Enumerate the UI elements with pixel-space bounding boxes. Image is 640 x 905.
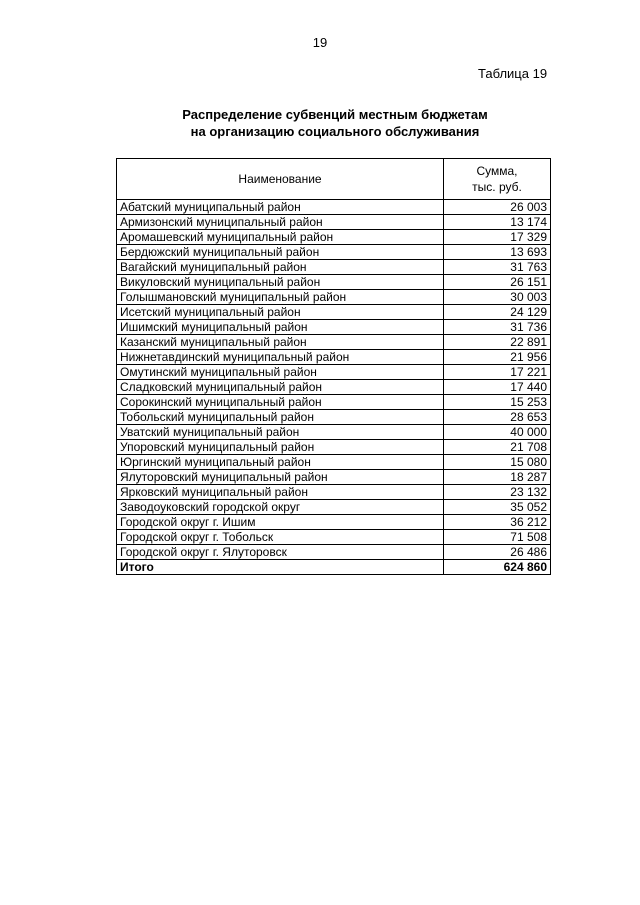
table-row (117, 410, 551, 425)
row-sum: 26 486 (444, 545, 551, 560)
row-sum: 17 221 (444, 365, 551, 380)
row-name: Голышмановский муниципальный район (117, 290, 444, 305)
row-sum: 28 653 (444, 410, 551, 425)
table-row (117, 245, 551, 260)
table-row (117, 230, 551, 245)
table-row (117, 395, 551, 410)
table-row (117, 485, 551, 500)
subvention-table (116, 158, 551, 575)
row-sum: 13 693 (444, 245, 551, 260)
row-name: Городской округ г. Тобольск (117, 530, 444, 545)
row-name: Аромашевский муниципальный район (117, 230, 444, 245)
row-sum: 15 253 (444, 395, 551, 410)
total-row (117, 560, 551, 575)
row-name: Нижнетавдинский муниципальный район (117, 350, 444, 365)
row-name: Армизонский муниципальный район (117, 215, 444, 230)
table-row (117, 425, 551, 440)
row-sum: 15 080 (444, 455, 551, 470)
row-sum: 31 736 (444, 320, 551, 335)
table-row (117, 530, 551, 545)
table-row (117, 305, 551, 320)
row-sum: 17 329 (444, 230, 551, 245)
row-name: Городской округ г. Ишим (117, 515, 444, 530)
table-row (117, 260, 551, 275)
row-name: Ишимский муниципальный район (117, 320, 444, 335)
row-name: Ярковский муниципальный район (117, 485, 444, 500)
row-name: Абатский муниципальный район (117, 200, 444, 215)
row-name: Городской округ г. Ялуторовск (117, 545, 444, 560)
row-sum: 31 763 (444, 260, 551, 275)
row-name: Уватский муниципальный район (117, 425, 444, 440)
row-name: Заводоуковский городской округ (117, 500, 444, 515)
row-name: Юргинский муниципальный район (117, 455, 444, 470)
row-name: Сладковский муниципальный район (117, 380, 444, 395)
row-sum: 36 212 (444, 515, 551, 530)
table-row (117, 335, 551, 350)
row-name: Вагайский муниципальный район (117, 260, 444, 275)
page-number: 19 (312, 35, 328, 50)
row-name: Исетский муниципальный район (117, 305, 444, 320)
header-sum (444, 159, 551, 200)
title-line-2: на организацию социального обслуживания (190, 124, 480, 139)
header-name: Наименование (117, 159, 444, 200)
row-sum: 24 129 (444, 305, 551, 320)
table-row (117, 320, 551, 335)
table-row (117, 215, 551, 230)
row-name: Ялуторовский муниципальный район (117, 470, 444, 485)
table-row (117, 350, 551, 365)
table-row (117, 290, 551, 305)
row-sum: 21 708 (444, 440, 551, 455)
row-sum: 40 000 (444, 425, 551, 440)
row-sum: 26 003 (444, 200, 551, 215)
table-row (117, 365, 551, 380)
header-sum-line-1: Сумма, (476, 164, 518, 178)
row-name: Омутинский муниципальный район (117, 365, 444, 380)
row-name: Упоровский муниципальный район (117, 440, 444, 455)
row-sum: 13 174 (444, 215, 551, 230)
row-sum: 21 956 (444, 350, 551, 365)
table-header-row (117, 159, 551, 200)
total-sum: 624 860 (444, 560, 551, 575)
row-sum: 23 132 (444, 485, 551, 500)
table-row (117, 380, 551, 395)
table-row (117, 500, 551, 515)
table-row (117, 455, 551, 470)
total-label: Итого (117, 560, 444, 575)
row-sum: 35 052 (444, 500, 551, 515)
row-name: Сорокинский муниципальный район (117, 395, 444, 410)
row-name: Тобольский муниципальный район (117, 410, 444, 425)
table-row (117, 545, 551, 560)
row-sum: 18 287 (444, 470, 551, 485)
table-body (117, 200, 551, 575)
row-sum: 22 891 (444, 335, 551, 350)
row-sum: 26 151 (444, 275, 551, 290)
document-title (0, 106, 640, 140)
header-sum-line-2: тыс. руб. (472, 180, 522, 194)
row-name: Бердюжский муниципальный район (117, 245, 444, 260)
row-name: Викуловский муниципальный район (117, 275, 444, 290)
row-sum: 30 003 (444, 290, 551, 305)
table-row (117, 200, 551, 215)
table-label: Таблица 19 (478, 66, 548, 81)
table-row (117, 440, 551, 455)
table-row (117, 515, 551, 530)
table-row (117, 275, 551, 290)
row-sum: 71 508 (444, 530, 551, 545)
table-row (117, 470, 551, 485)
title-line-1: Распределение субвенций местным бюджетам (182, 107, 488, 122)
row-sum: 17 440 (444, 380, 551, 395)
row-name: Казанский муниципальный район (117, 335, 444, 350)
